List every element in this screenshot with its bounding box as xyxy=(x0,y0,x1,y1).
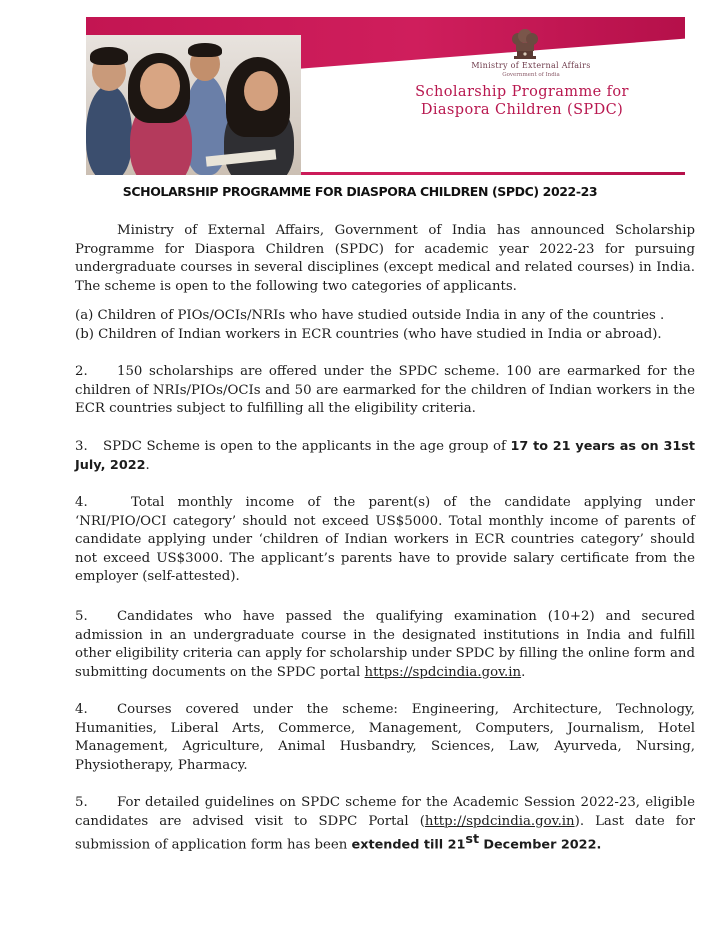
spdc-portal-link[interactable]: https://spdcindia.gov.in xyxy=(364,664,522,680)
banner-title-line1: Scholarship Programme for xyxy=(415,84,629,100)
point-4-text: Total monthly income of the parent(s) of the candidate applying under ‘NRI/PIO/OCI category’ should not exceed US$5000. Total monthly income of parents of candidate applying under ‘children of Indian workers in ECR countries category’ should not exceed US$3000. The applicant’s parents have to provide salary certificate from the employer (self-attested). xyxy=(75,495,695,585)
page-title: SCHOLARSHIP PROGRAMME FOR DIASPORA CHILDREN (SPDC) 2022-23 xyxy=(122,184,598,199)
point-4-number: 4. xyxy=(75,495,88,510)
intro-text: Ministry of External Affairs, Government of India has announced Scholarship Programme for Diaspora Children (SPDC) for academic year 2022-23 for pursuing undergraduate courses in several disciplines (except medical and related courses) in India. The scheme is open to the following two categories of applicants. xyxy=(75,223,695,294)
student-hair xyxy=(188,43,222,57)
point-2-text: 150 scholarships are offered under the SPDC scheme. 100 are earmarked for the children of NRIs/PIOs/OCIs and 50 are earmarked for the children of Indian workers in the ECR countries subject to fulfilling all the eligibility criteria. xyxy=(75,364,695,417)
banner-title xyxy=(362,83,682,119)
point-guidelines-mid: ). Last date for submission of application form has been xyxy=(75,813,695,853)
student-head xyxy=(244,71,278,111)
point-guidelines xyxy=(75,794,695,855)
point-guidelines-text: For detailed guidelines on SPDC scheme for the Academic Session 2022-23, eligible candidates are advised visit to SDPC Portal ( xyxy=(75,795,695,829)
point-3-age-range: 17 to 21 years as on 31st July, 2022 xyxy=(75,439,695,473)
point-3-number: 3. xyxy=(75,439,88,454)
national-emblem-icon xyxy=(506,21,544,61)
intro-paragraph xyxy=(75,222,695,296)
point-3 xyxy=(75,438,695,475)
point-3-end: . xyxy=(145,457,150,473)
deadline-suffix: st xyxy=(465,832,480,848)
deadline-date: December 2022. xyxy=(483,837,602,853)
header-banner xyxy=(86,17,685,175)
category-a: (a) Children of PIOs/OCIs/NRIs who have studied outside India in any of the countries . xyxy=(75,308,665,323)
ministry-name: Ministry of External Affairs xyxy=(471,61,591,70)
government-name: Government of India xyxy=(502,72,560,78)
point-courses-text: Courses covered under the scheme: Engineering, Architecture, Technology, Humanities, Liberal Arts, Commerce, Management, Computers, Journalism, Hotel Management, Agriculture, Animal Husbandry, Sciences, Law, Ayurveda, Nursing, Physiotherapy, Pharmacy. xyxy=(75,702,695,773)
point-courses xyxy=(75,701,695,775)
sdpc-portal-link[interactable]: http://spdcindia.gov.in xyxy=(424,813,575,829)
point-3-text: SPDC Scheme is open to the applicants in the age group of xyxy=(103,439,506,454)
point-guidelines-number: 5. xyxy=(75,795,88,810)
student-hair xyxy=(90,47,128,65)
category-b: (b) Children of Indian workers in ECR countries (who have studied in India or abroad). xyxy=(75,326,662,342)
students-photo xyxy=(86,35,301,175)
point-5-number: 5. xyxy=(75,609,88,624)
point-5-text: Candidates who have passed the qualifying examination (10+2) and secured admission in an undergraduate course in the designated institutions in India and fulfill other eligibility criteria can apply for scholarship under SPDC by filling the online form and submitting documents on the SPDC portal xyxy=(75,609,695,680)
point-4 xyxy=(75,494,695,587)
point-courses-number: 4. xyxy=(75,702,88,717)
student-figure xyxy=(86,85,132,175)
point-5-end: . xyxy=(521,664,526,680)
student-head xyxy=(140,63,180,109)
categories-list xyxy=(75,307,695,344)
banner-title-line2: Diaspora Children (SPDC) xyxy=(420,102,624,118)
point-2-number: 2. xyxy=(75,364,88,379)
deadline-extension: extended till 21 xyxy=(351,837,466,853)
point-2 xyxy=(75,363,695,419)
point-5 xyxy=(75,608,695,682)
